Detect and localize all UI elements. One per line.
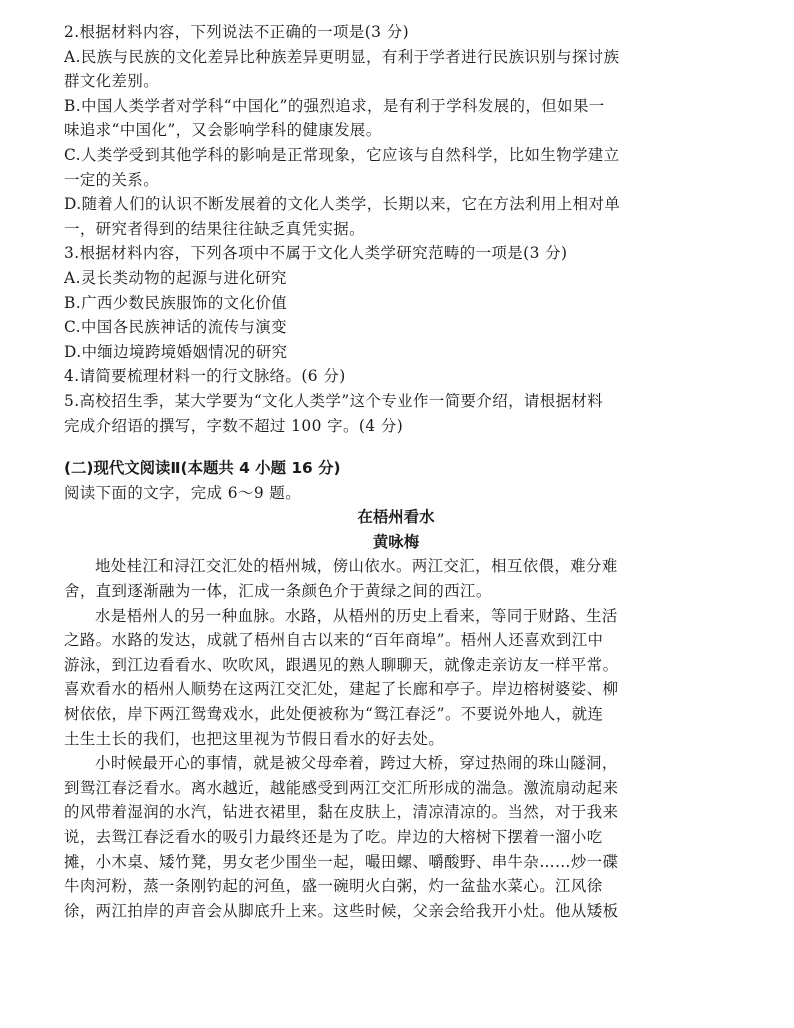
paragraph-3-line: 小时候最开心的事情，就是被父母牵着，跨过大桥，穿过热闹的珠山隧洞， — [95, 754, 618, 773]
document-page — [64, 20, 728, 923]
paragraph-2-line: 游泳，到江边看看水、吹吹风，跟遇见的熟人聊聊天，就像走亲访友一样平常。 — [64, 655, 619, 674]
paragraph-3-line: 的风带着湿润的水汽，钻进衣裙里，黏在皮肤上，清凉清凉的。当然，对于我来 — [64, 803, 619, 822]
question-2-option-a-cont: 群文化差别。 — [64, 72, 160, 91]
question-3-option-d: D.中缅边境跨境婚姻情况的研究 — [64, 342, 288, 361]
section-heading: (二)现代文阅读Ⅱ(本题共 4 小题 16 分) — [64, 459, 341, 478]
paragraph-2-line: 之路。水路的发达，成就了梧州自古以来的“百年商埠”。梧州人还喜欢到江中 — [64, 631, 604, 650]
question-3-option-c: C.中国各民族神话的流传与演变 — [64, 318, 287, 337]
paragraph-3-line: 摊，小木桌、矮竹凳，男女老少围坐一起，嘬田螺、嚼酸野、串牛杂……炒一碟 — [64, 852, 619, 871]
paragraph-2-line: 树依依，岸下两江鸳鸯戏水，此处便被称为“鸳江春泛”。不要说外地人，就连 — [64, 705, 604, 724]
question-2-option-b-cont: 味追求“中国化”，又会影响学科的健康发展。 — [64, 121, 382, 140]
question-4: 4.请简要梳理材料一的行文脉络。(6 分) — [64, 367, 346, 386]
paragraph-2-line: 土生土长的我们，也把这里视为节假日看水的好去处。 — [64, 729, 445, 748]
question-2-option-d-cont: 一，研究者得到的结果往往缺乏真凭实据。 — [64, 219, 365, 238]
passage-title: 在梧州看水 — [357, 508, 435, 527]
question-5: 5.高校招生季，某大学要为“文化人类学”这个专业作一简要介绍，请根据材料 — [64, 391, 604, 410]
question-2-option-c: C.人类学受到其他学科的影响是正常现象，它应该与自然科学，比如生物学建立 — [64, 145, 620, 164]
question-2-option-b: B.中国人类学者对学科“中国化”的强烈追求，是有利于学科发展的，但如果一 — [64, 96, 605, 115]
question-2-option-a: A.民族与民族的文化差异比种族差异更明显，有利于学者进行民族识别与探讨族 — [64, 47, 620, 66]
question-2-option-c-cont: 一定的关系。 — [64, 170, 160, 189]
paragraph-3-line: 牛肉河粉，蒸一条刚钓起的河鱼，盛一碗明火白粥，灼一盆盐水菜心。江风徐 — [64, 877, 603, 896]
paragraph-3-line: 徐，两江拍岸的声音会从脚底升上来。这些时候，父亲会给我开小灶。他从矮板 — [64, 901, 619, 920]
question-3-option-a: A.灵长类动物的起源与进化研究 — [64, 268, 287, 287]
paragraph-3-line: 说，去鸳江春泛看水的吸引力最终还是为了吃。岸边的大榕树下摆着一溜小吃 — [64, 828, 603, 846]
question-3-stem: 3.根据材料内容，下列各项中不属于文化人类学研究范畴的一项是(3 分) — [64, 244, 568, 263]
section-instruction: 阅读下面的文字，完成 6～9 题。 — [64, 483, 302, 502]
question-5-cont: 完成介绍语的撰写，字数不超过 100 字。(4 分) — [64, 416, 404, 435]
paragraph-1-line: 舍，直到逐渐融为一体，汇成一条颜色介于黄绿之间的西江。 — [64, 582, 492, 601]
paragraph-3-line: 到鸳江春泛看水。离水越近，越能感受到两江交汇所形成的湍急。激流扇动起来 — [64, 778, 619, 797]
passage-author: 黄咏梅 — [372, 532, 420, 551]
question-3-option-b: B.广西少数民族服饰的文化价值 — [64, 293, 288, 312]
question-2-stem: 2.根据材料内容，下列说法不正确的一项是(3 分) — [64, 23, 410, 41]
paragraph-2-line: 水是梧州人的另一种血脉。水路，从梧州的历史上看来，等同于财路、生活 — [95, 606, 618, 625]
paragraph-2-line: 喜欢看水的梧州人顺势在这两江交汇处，建起了长廊和亭子。岸边榕树婆娑、柳 — [64, 680, 619, 699]
paragraph-1-line: 地处桂江和浔江交汇处的梧州城，傍山依水。两江交汇，相互依偎，难分难 — [95, 557, 618, 576]
question-2-option-d: D.随着人们的认识不断发展着的文化人类学，长期以来，它在方法利用上相对单 — [64, 195, 621, 214]
